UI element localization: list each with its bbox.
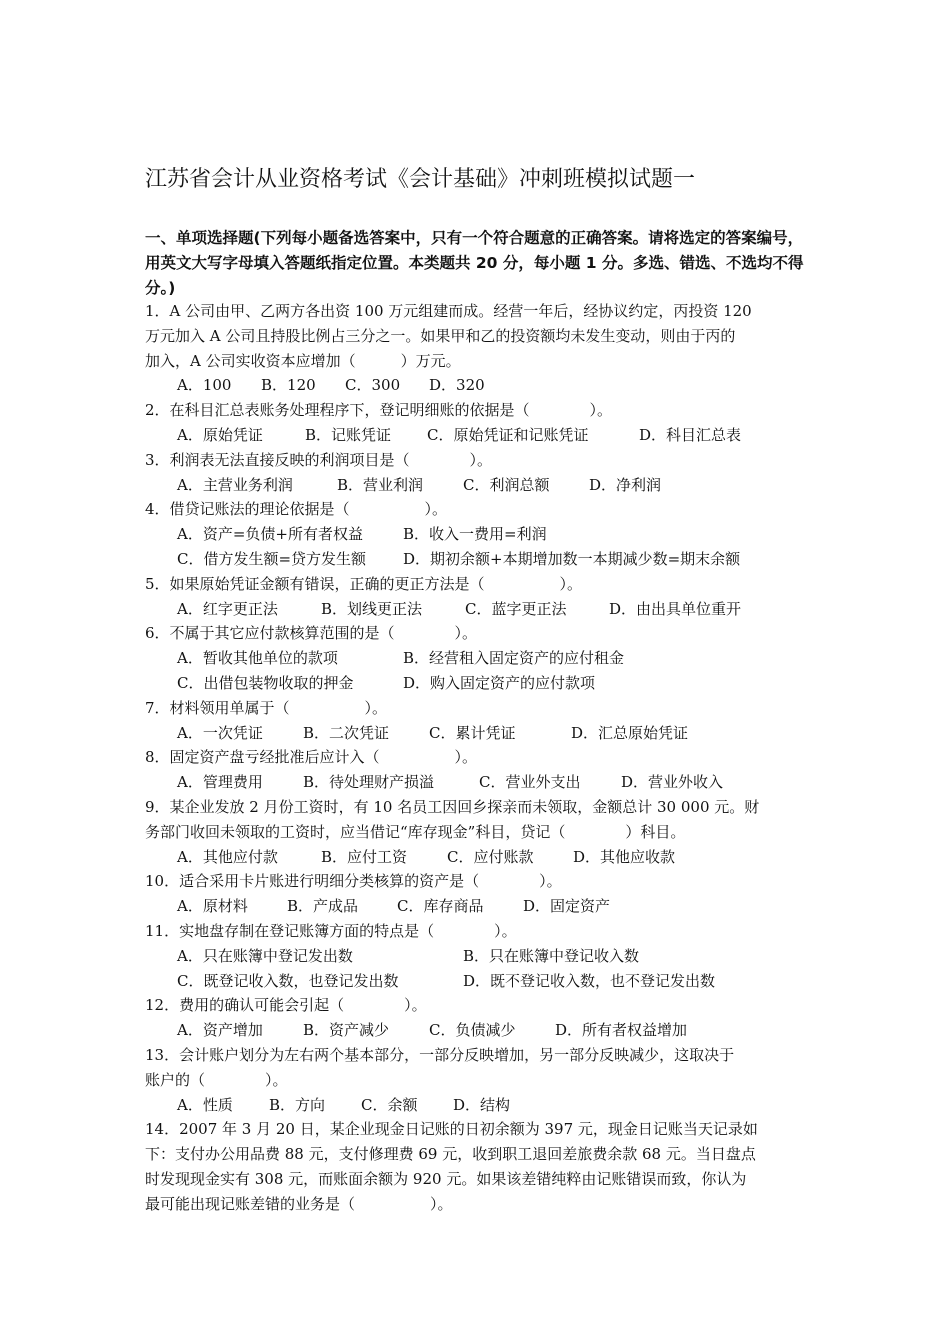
question-text-line: 10．适合采用卡片账进行明细分类核算的资产是（ ）。 <box>145 872 562 891</box>
answer-option[interactable]: B．只在账簿中登记收入数 <box>463 946 640 965</box>
question-text-line: 6．不属于其它应付款核算范围的是（ ）。 <box>145 624 478 643</box>
answer-option[interactable]: C．余额 <box>361 1095 418 1114</box>
answer-option[interactable]: A．暂收其他单位的款项 <box>177 649 338 668</box>
answer-option[interactable]: A．资产增加 <box>177 1021 263 1040</box>
answer-option[interactable]: B．划线更正法 <box>321 599 423 618</box>
answer-option[interactable]: C．既登记收入数，也登记发出数 <box>177 971 399 990</box>
answer-option[interactable]: A．管理费用 <box>177 773 263 792</box>
question-8 <box>145 745 813 795</box>
answer-option[interactable]: B．营业利润 <box>337 475 424 494</box>
section-heading: 一、单项选择题(下列每小题备选答案中，只有一个符合题意的正确答案。请将选定的答案编号，用英文大写字母填入答题纸指定位置。本类题共 20 分，每小题 1 分。多选、错选、不选均不得分。) <box>145 229 804 297</box>
option-row <box>145 597 813 622</box>
question-1 <box>145 299 813 398</box>
option-row <box>145 522 813 547</box>
option-row <box>145 1093 813 1118</box>
option-row <box>145 944 813 969</box>
answer-option[interactable]: D．期初余额+本期增加数一本期减少数=期末余额 <box>403 549 741 568</box>
answer-option[interactable]: B．应付工资 <box>321 847 408 866</box>
question-text-line: 账户的（ ）。 <box>145 1070 288 1089</box>
page-title: 江苏省会计从业资格考试《会计基础》冲刺班模拟试题一 <box>145 167 696 192</box>
answer-option[interactable]: A．原始凭证 <box>177 425 263 444</box>
option-row <box>145 721 813 746</box>
answer-option[interactable]: C．累计凭证 <box>429 723 516 742</box>
answer-option[interactable]: A．100 <box>177 376 232 395</box>
question-9 <box>145 795 813 869</box>
answer-option[interactable]: D．结构 <box>453 1095 511 1114</box>
question-text-line: 1．A 公司由甲、乙两方各出资 100 万元组建而成。经营一年后，经协议约定，丙投资 120 <box>145 302 752 320</box>
question-text-line: 时发现现金实有 308 元，而账面余额为 920 元。如果该差错纯粹由记账错误而致，你认为 <box>145 1169 747 1188</box>
answer-option[interactable]: D．固定资产 <box>523 897 611 916</box>
question-text-line: 加入，A 公司实收资本应增加（ ）万元。 <box>145 351 461 370</box>
answer-option[interactable]: A．只在账簿中登记发出数 <box>177 946 353 965</box>
question-text-line: 4．借贷记账法的理论依据是（ ）。 <box>145 500 448 519</box>
answer-option[interactable]: B．记账凭证 <box>305 425 392 444</box>
question-text-line: 7．材料领用单属于（ ）。 <box>145 698 388 717</box>
answer-option[interactable]: D．购入固定资产的应付款项 <box>403 673 596 692</box>
question-text-line: 务部门收回未领取的工资时，应当借记“库存现金”科目，贷记（ ）科目。 <box>145 822 686 841</box>
answer-option[interactable]: D．320 <box>429 376 485 395</box>
answer-option[interactable]: B．二次凭证 <box>303 723 390 742</box>
question-2 <box>145 398 813 448</box>
answer-option[interactable]: D．由出具单位重开 <box>609 599 742 618</box>
question-text-line: 12．费用的确认可能会引起（ ）。 <box>145 996 427 1015</box>
option-row <box>145 845 813 870</box>
question-text-line: 2．在科目汇总表账务处理程序下，登记明细账的依据是（ ）。 <box>145 401 613 420</box>
answer-option[interactable]: D．其他应收款 <box>573 847 676 866</box>
option-row <box>145 373 813 398</box>
answer-option[interactable]: C．负债减少 <box>429 1021 516 1040</box>
answer-option[interactable]: A．主营业务利润 <box>177 475 293 494</box>
question-text-line: 万元加入 A 公司且持股比例占三分之一。如果甲和乙的投资额均未发生变动，则由于丙的 <box>145 326 736 345</box>
question-12 <box>145 993 813 1043</box>
question-5 <box>145 572 813 622</box>
question-text-line: 9．某企业发放 2 月份工资时，有 10 名员工因回乡探亲而未领取，金额总计 30 000 元。财 <box>145 797 760 816</box>
question-list <box>145 299 813 1216</box>
question-14 <box>145 1117 813 1216</box>
question-text-line: 8．固定资产盘亏经批准后应计入（ ）。 <box>145 748 478 767</box>
question-10 <box>145 869 813 919</box>
question-text-line: 3．利润表无法直接反映的利润项目是（ ）。 <box>145 450 493 469</box>
answer-option[interactable]: A．原材料 <box>177 897 248 916</box>
answer-option[interactable]: A．资产=负债+所有者权益 <box>177 525 363 544</box>
question-text-line: 11．实地盘存制在登记账簿方面的特点是（ ）。 <box>145 921 517 940</box>
question-text-line: 下：支付办公用品费 88 元，支付修理费 69 元，收到职工退回差旅费余款 68 元。当日盘点 <box>145 1145 756 1164</box>
option-row <box>145 894 813 919</box>
answer-option[interactable]: D．营业外收入 <box>621 773 724 792</box>
option-row <box>145 770 813 795</box>
answer-option[interactable]: B．经营租入固定资产的应付租金 <box>403 649 625 668</box>
option-row <box>145 1018 813 1043</box>
option-row <box>145 969 813 994</box>
question-4 <box>145 497 813 571</box>
answer-option[interactable]: C．原始凭证和记账凭证 <box>427 425 589 444</box>
answer-option[interactable]: A．一次凭证 <box>177 723 263 742</box>
answer-option[interactable]: B．收入一费用=利润 <box>403 525 547 544</box>
answer-option[interactable]: C．300 <box>345 376 401 395</box>
answer-option[interactable]: C．应付账款 <box>447 847 534 866</box>
answer-option[interactable]: B．120 <box>261 376 316 395</box>
answer-option[interactable]: A．红字更正法 <box>177 599 278 618</box>
answer-option[interactable]: C．蓝字更正法 <box>465 599 567 618</box>
answer-option[interactable]: D．所有者权益增加 <box>555 1021 688 1040</box>
answer-option[interactable]: C．利润总额 <box>463 475 550 494</box>
answer-option[interactable]: A．性质 <box>177 1095 233 1114</box>
option-row <box>145 547 813 572</box>
answer-option[interactable]: C．营业外支出 <box>479 773 581 792</box>
question-6 <box>145 621 813 695</box>
question-text-line: 14．2007 年 3 月 20 日，某企业现金日记账的日初余额为 397 元，现金日记账当天记录如 <box>145 1120 758 1139</box>
option-row <box>145 423 813 448</box>
option-row <box>145 646 813 671</box>
answer-option[interactable]: D．科目汇总表 <box>639 425 742 444</box>
answer-option[interactable]: D．净利润 <box>589 475 662 494</box>
answer-option[interactable]: A．其他应付款 <box>177 847 278 866</box>
option-row <box>145 671 813 696</box>
question-text-line: 13．会计账户划分为左右两个基本部分，一部分反映增加，另一部分反映减少，这取决于 <box>145 1045 735 1064</box>
answer-option[interactable]: B．产成品 <box>287 897 359 916</box>
answer-option[interactable]: D．既不登记收入数，也不登记发出数 <box>463 971 716 990</box>
answer-option[interactable]: C．出借包装物收取的押金 <box>177 673 354 692</box>
answer-option[interactable]: C．借方发生额=贷方发生额 <box>177 549 367 568</box>
answer-option[interactable]: B．方向 <box>269 1095 326 1114</box>
answer-option[interactable]: B．待处理财产损溢 <box>303 773 435 792</box>
question-3 <box>145 448 813 498</box>
question-7 <box>145 696 813 746</box>
question-11 <box>145 919 813 993</box>
question-13 <box>145 1043 813 1117</box>
question-text-line: 5．如果原始凭证金额有错误，正确的更正方法是（ ）。 <box>145 574 583 593</box>
answer-option[interactable]: D．汇总原始凭证 <box>571 723 689 742</box>
option-row <box>145 473 813 498</box>
question-text-line: 最可能出现记账差错的业务是（ ）。 <box>145 1194 453 1213</box>
answer-option[interactable]: B．资产减少 <box>303 1021 390 1040</box>
answer-option[interactable]: C．库存商品 <box>397 897 484 916</box>
